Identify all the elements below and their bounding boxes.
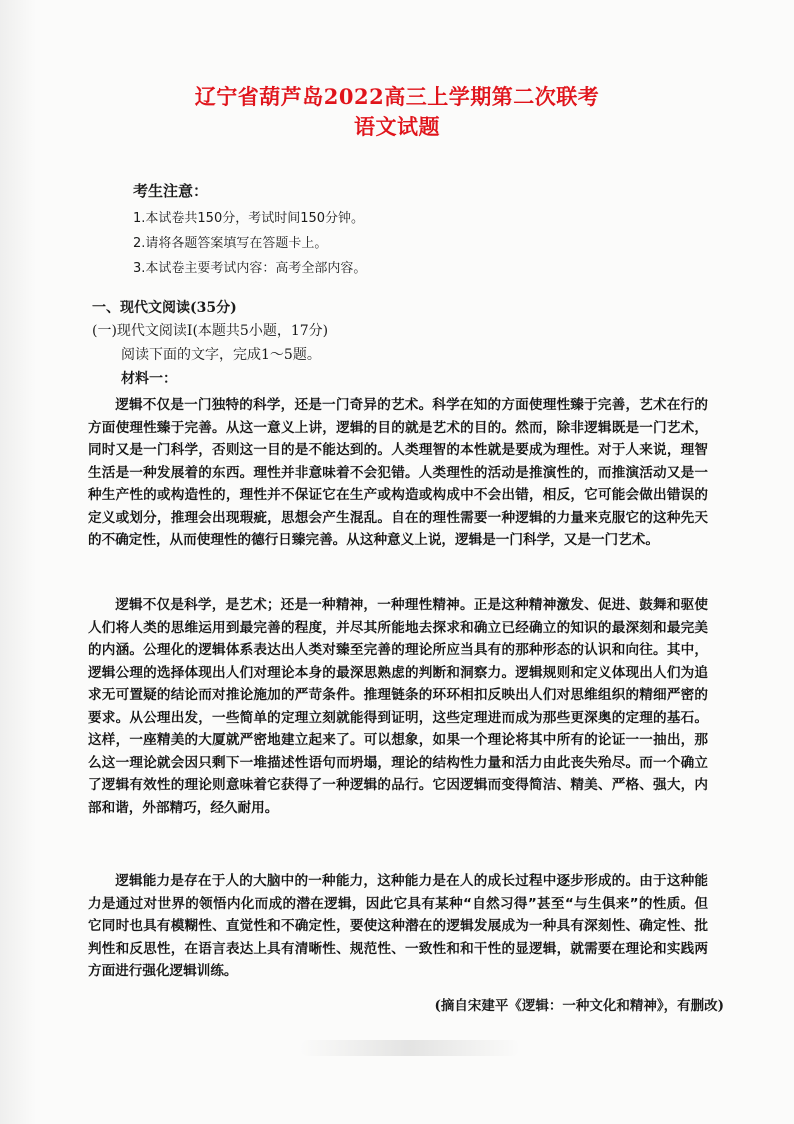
material-label: 材料一： <box>121 371 177 387</box>
sub-heading: (一)现代文阅读Ⅰ(本题共5小题，17分) <box>92 323 329 339</box>
paragraph-2 <box>88 594 708 819</box>
paragraph-1 <box>88 394 708 552</box>
exam-subtitle: 语文试题 <box>354 114 440 139</box>
scan-shadow <box>0 0 36 1124</box>
paragraph-text: 逻辑不仅是一门独特的科学，还是一门奇异的艺术。科学在知的方面使理性臻于完善，艺术在行的方面使理性臻于完善。从这一意义上讲，逻辑的目的就是艺术的目的。然而，除非逻辑既是一门艺术，同时又是一门科学，否则这一目的是不能达到的。人类理智的本性就是要成为理性。对于人来说，理智生活是一种发展着的东西。理性并非意味着不会犯错。人类理性的活动是推演性的，而推演活动又是一种生产性的或构造性的，理性并不保证它在生产或构造或构成中不会出错，相反，它可能会做出错误的定义或划分，推理会出现瑕疵，思想会产生混乱。自在的理性需要一种逻辑的力量来克服它的这种先天的不确定性，从而使理性的德行日臻完善。从这种意义上说，逻辑是一门科学，又是一门艺术。 <box>88 397 708 548</box>
paragraph-text: 逻辑能力是存在于人的大脑中的一种能力，这种能力是在人的成长过程中逐步形成的。由于这种能力是通过对世界的领悟内化而成的潜在逻辑，因此它具有某种“自然习得”甚至“与生俱来”的性质。但它同时也具有模糊性、直觉性和不确定性，要使这种潜在的逻辑发展成为一种具有深刻性、确定性、批判性和反思性，在语言表达上具有清晰性、规范性、一致性和和干性的显逻辑，就需要在理论和实践两方面进行强化逻辑训练。 <box>88 873 708 979</box>
notice-heading: 考生注意： <box>133 182 209 200</box>
notice-item: 3.本试卷主要考试内容：高考全部内容。 <box>133 261 367 276</box>
exam-title: 辽宁省葫芦岛2022高三上学期第二次联考 <box>194 84 600 109</box>
paragraph-3 <box>88 870 708 983</box>
notice-item: 1.本试卷共150分，考试时间150分钟。 <box>133 211 365 226</box>
paragraph-text: 逻辑不仅是科学，是艺术；还是一种精神，一种理性精神。正是这种精神激发、促进、鼓舞和驱使人们将人类的思维运用到最完善的程度，并尽其所能地去探求和确立已经确立的知识的最深刻和最完美的内涵。公理化的逻辑体系表达出人类对臻至完善的理论所应当具有的那种形态的认识和向往。其中，逻辑公理的选择体现出人们对理论本身的最深思熟虑的判断和洞察力。逻辑规则和定义体现出人们为追求无可置疑的结论而对推论施加的严苛条件。推理链条的环环相扣反映出人们对思维组织的精细严密的要求。从公理出发，一些简单的定理立刻就能得到证明，这些定理进而成为那些更深奥的定理的基石。这样，一座精美的大厦就严密地建立起来了。可以想象，如果一个理论将其中所有的论证一一抽出，那么这一理论就会因只剩下一堆描述性语句而坍塌，理论的结构性力量和活力由此丧失殆尽。而一个确立了逻辑有效性的理论则意味着它获得了一种逻辑的品行。它因逻辑而变得简洁、精美、严格、强大，内部和谐，外部精巧，经久耐用。 <box>88 597 708 816</box>
scan-smudge <box>300 1040 520 1056</box>
section-heading: 一、现代文阅读(35分) <box>92 300 237 316</box>
notice-list <box>133 206 366 281</box>
source-citation: (摘自宋建平《逻辑：一种文化和精神》，有删改) <box>434 998 724 1014</box>
instruction-text: 阅读下面的文字，完成1～5题。 <box>121 347 321 363</box>
notice-item: 2.请将各题答案填写在答题卡上。 <box>133 236 328 251</box>
